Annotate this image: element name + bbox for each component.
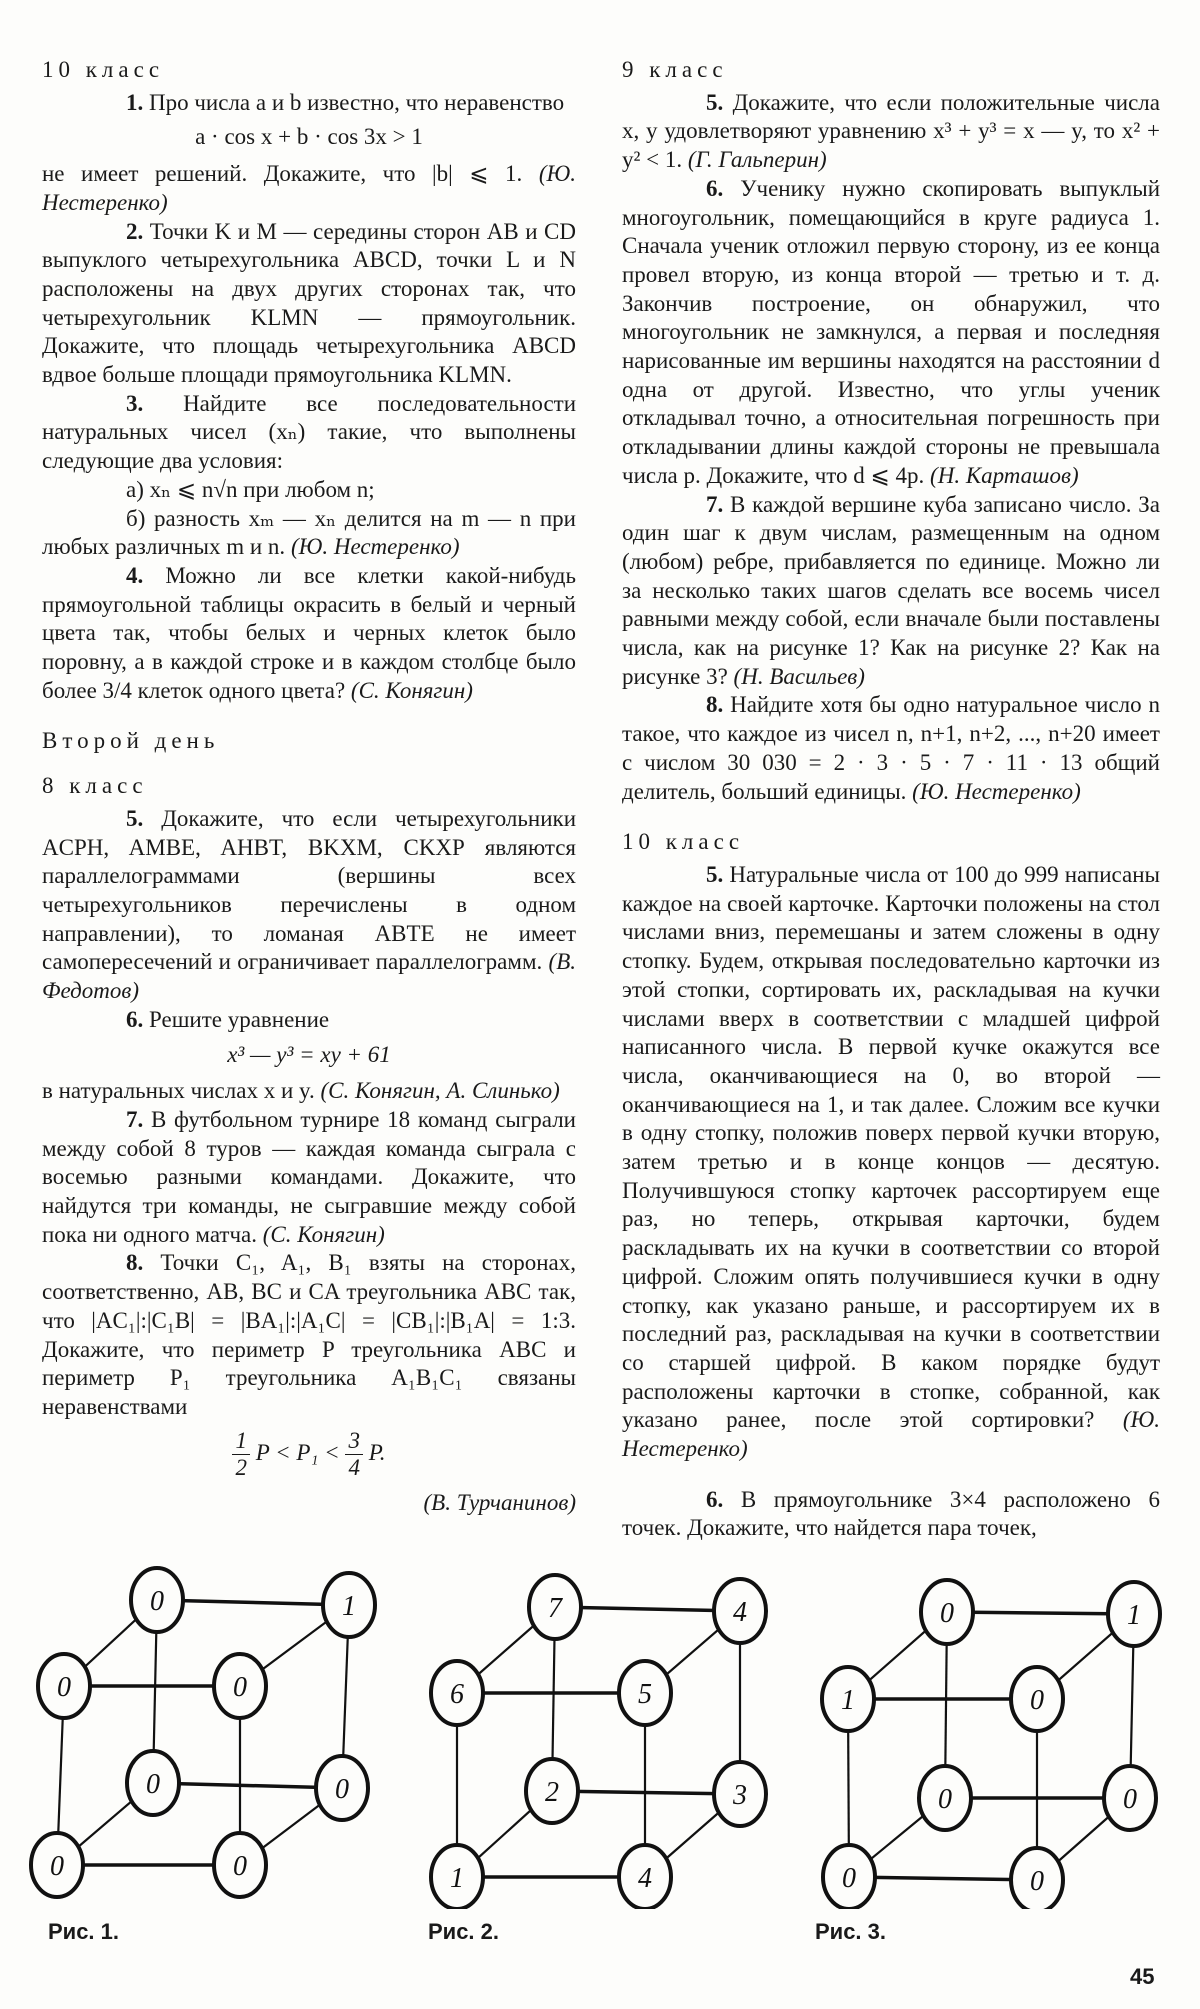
section-heading-grade10: 10 класс bbox=[42, 57, 165, 82]
problem-3: 3. Найдите все последовательности натуральных чисел (xₙ) такие, что выполнены следующие два условия: bbox=[42, 390, 577, 474]
problem-6: 6. Решите уравнение bbox=[126, 1006, 330, 1032]
condition-a: а) xₙ ⩽ n√n при любом n; bbox=[126, 476, 375, 502]
problem-5: 5. Докажите, что если четырехугольники ACPH, AMBE, AHBT, BKXM, CKXP являются параллелограммами (вершины всех четырехугольников перечислены в одном направлении), то ломаная ABTE не имеет самопересечений и ограничивает параллелограмм. (В. Федотов) bbox=[42, 805, 576, 1004]
problem-7: 7. В футбольном турнире 18 команд сыграли между собой 8 туров — каждая команда сыграла с восемью разными командами. Докажите, что найдутся три команды, не сыгравшие между собой пока ни одного матча. (С. Конягин) bbox=[42, 1106, 576, 1247]
cube-edge bbox=[947, 1612, 1134, 1614]
left-column: 10 класс 1. Про числа a и b известно, что неравенство a · cos x + b · cos 3x > 1 не имеет решений. Докажите, что |b| ⩽ 1. (Ю. Нестеренко) 2. Точки K и M — середины сторон AB и CD выпуклого четырехугольника ABCD, точки L и N расположены на двух других сторонах так, что четырехугольник KLMN — прямоугольник. Докажите, что площадь четырехугольника ABCD вдвое больше площади прямоугольника KLMN. 3. Найдите все последовательности натуральных чисел (xₙ) такие, что выполнены следующие два условия: а) xₙ ⩽ n√n при любом n; б) разность xₘ — xₙ делится на m — n при любых различных m и n. (Ю. Нестеренко) 4. Можно ли все клетки какой-нибудь прямоугольной таблицы окрасить в белый и черный цвета так, чтобы белых и черных клеток было поровну, а в каждой строке и в каждом столбце было более 3/4 клеток одного цвета? (С. Конягин) Второй день 8 класс 5. Докажите, что если четырехугольники ACPH, AMBE, AHBT, BKXM, CKXP являются параллелограммами (вершины всех четырехугольников перечислены в одном направлении), то ломаная ABTE не имеет самопересечений и ограничивает параллелограмм. (В. Федотов) 6. Решите уравнение x³ — y³ = xy + 61 в натуральных числах x и y. (С. Конягин, А. Слинько) 7. В футбольном турнире 18 команд сыграли между собой 8 туров — каждая команда сыграла с восемью разными командами. Докажите, что найдутся три команды, не сыгравшие между собой пока ни одного матча. (С. Конягин) 8. Точки C₁, A₁, B₁ взяты на сторонах, соответственно, AB, BC и CA треугольника ABC так, что |AC₁|:|C₁B| = |BA₁|:|A₁C| = |CB₁|:|B₁A| = 1:3. Докажите, что периметр P треугольника ABC и периметр P₁ треугольника A₁B₁C₁ связаны неравенствами $\frac{1}{2}$ P < P₁ < $\frac{3}{4}$ P. (В. Турчанинов) bbox=[42, 56, 576, 1517]
problem-5-grade10: 5. Натуральные числа от 100 до 999 написаны каждое на своей карточке. Карточки положены на стол числами вниз, перемешаны и затем сложены в одну стопку. Будем, открывая последовательно карточки из этой стопки, сортировать их, раскладывая на кучки числами вверх в соответствии с младшей цифрой написанного числа. В первой кучке окажутся все числа, оканчивающиеся на 0, во второй — оканчивающиеся на 1, и так далее. Сложим все кучки в одну стопку, положив поверх первой кучки вторую, затем третью и в конце концов — десятую. Получившуюся стопку карточек рассортируем еще раз, но теперь, открывая карточки, будем раскладывать их на кучки в соответствии со второй цифрой. Сложим опять получившиеся кучки в одну стопку, как указано раньше, и рассортируем их в последний раз, раскладывая на кучки в соответствии со старшей цифрой. В каком порядке будут расположены карточки в стопке, собранной, как указано ранее, после этой сортировки? (Ю. Нестеренко) bbox=[622, 861, 1160, 1462]
cube-figure-3 bbox=[822, 1580, 1160, 1909]
formula-perimeter-inequality: $\frac{1}{2}$ P < P₁ < $\frac{3}{4}$ P. bbox=[42, 1428, 576, 1481]
vertex-value: 4 bbox=[733, 1597, 747, 1629]
vertex-value: 0 bbox=[150, 1586, 164, 1618]
text-columns bbox=[0, 56, 1200, 1543]
vertex-value: 0 bbox=[938, 1784, 952, 1816]
vertex-value: 0 bbox=[1123, 1784, 1137, 1816]
cube-edge bbox=[849, 1877, 1037, 1880]
vertex-value: 0 bbox=[842, 1863, 856, 1895]
vertex-value: 0 bbox=[335, 1774, 349, 1806]
author: (С. Конягин) bbox=[262, 1221, 385, 1247]
vertex-value: 0 bbox=[940, 1598, 954, 1630]
page-number: 45 bbox=[1130, 1964, 1155, 1990]
vertex-value: 1 bbox=[450, 1863, 464, 1895]
cube-figure-2 bbox=[431, 1575, 766, 1909]
author: (В. Турчанинов) bbox=[423, 1489, 576, 1515]
vertex-value: 0 bbox=[146, 1769, 160, 1801]
figure-caption-3: Рис. 3. bbox=[815, 1919, 887, 1945]
problem-8: 8. Точки C₁, A₁, B₁ взяты на сторонах, соответственно, AB, BC и CA треугольника ABC так, что |AC₁|:|C₁B| = |BA₁|:|A₁C| = |CB₁|:|B₁A| = 1:3. Докажите, что периметр P треугольника ABC и периметр P₁ треугольника A₁B₁C₁ связаны неравенствами bbox=[42, 1250, 577, 1419]
vertex-value: 7 bbox=[548, 1593, 562, 1625]
fraction-three-quarters: $\frac{3}{4}$ bbox=[345, 1428, 363, 1481]
vertex-value: 0 bbox=[233, 1672, 247, 1704]
section-heading-day2: Второй день bbox=[42, 728, 220, 754]
cube-edge bbox=[157, 1600, 349, 1605]
cube-figures bbox=[0, 1559, 1200, 1909]
author: (Г. Гальперин) bbox=[687, 147, 827, 173]
problem-6-grade10: 6. В прямоугольнике 3×4 расположено 6 точек. Докажите, что найдется пара точек, bbox=[622, 1486, 1161, 1541]
formula-equation: x³ — y³ = xy + 61 bbox=[227, 1041, 391, 1067]
problem-7-grade9: 7. В каждой вершине куба записано число. За один шаг к двум числам, размещенным на одном (любом) ребре, прибавляется по единице. Можно ли за несколько таких шагов сделать все восемь чисел равными между собой, если вначале были поставлены числа, как на рисунке 1? Как на рисунке 2? Как на рисунке 3? (Н. Васильев) bbox=[622, 491, 1160, 689]
figure-caption-2: Рис. 2. bbox=[428, 1919, 500, 1945]
author: (В. Федотов) bbox=[42, 949, 576, 1004]
vertex-value: 0 bbox=[1030, 1685, 1044, 1717]
condition-b: б) разность xₘ — xₙ делится на m — n при любых различных m и n. bbox=[42, 505, 576, 560]
author: (Ю. Нестеренко) bbox=[42, 161, 576, 215]
author: (Ю. Нестеренко) bbox=[912, 778, 1081, 804]
vertex-value: 0 bbox=[50, 1851, 64, 1883]
vertex-value: 4 bbox=[638, 1863, 652, 1895]
cube-edge bbox=[153, 1783, 342, 1788]
right-column bbox=[622, 56, 1160, 1543]
vertex-value: 2 bbox=[545, 1777, 559, 1809]
vertex-value: 6 bbox=[450, 1679, 464, 1711]
formula-inequality: a · cos x + b · cos 3x > 1 bbox=[195, 124, 423, 150]
author: (С. Конягин, А. Слинько) bbox=[320, 1078, 560, 1104]
vertex-value: 3 bbox=[733, 1780, 747, 1812]
cube-figure-1 bbox=[31, 1568, 375, 1897]
vertex-value: 1 bbox=[342, 1591, 356, 1623]
problem-6-grade9: 6. Ученику нужно скопировать выпуклый многоугольник, помещающийся в круге радиуса 1. Сначала ученик отложил первую сторону, из ее конца провел вторую, из конца второй — третью и т. д. Закончив построение, он обнаружил, что многоугольник не замкнулся, а первая и последняя нарисованные им вершины находятся на расстоянии d одна от другой. Известно, что углы ученик откладывал точно, а относительная погрешность при откладывании длины каждой стороны не превышала числа p. Докажите, что d ⩽ 4p. (Н. Карташов) bbox=[622, 175, 1160, 488]
section-heading-grade9: 9 класс bbox=[622, 57, 728, 82]
vertex-value: 0 bbox=[233, 1851, 247, 1883]
vertex-value: 5 bbox=[638, 1679, 652, 1711]
author: (Н. Васильев) bbox=[733, 663, 865, 689]
problem-1: 1. Про числа a и b известно, что неравенство bbox=[126, 89, 565, 115]
vertex-value: 0 bbox=[57, 1672, 71, 1704]
vertex-value: 1 bbox=[841, 1685, 855, 1717]
author: (Ю. Нестеренко) bbox=[290, 534, 460, 560]
problem-8-grade9: 8. Найдите хотя бы одно натуральное число n такое, что каждое из чисел n, n+1, n+2, ..., n+20 имеет с числом 30 030 = 2 · 3 · 5 · 7 · 11 · 13 общий делитель, больший единицы. (Ю. Нестеренко) bbox=[622, 692, 1160, 804]
problem-5-grade9: 5. Докажите, что если положительные числа x, y удовлетворяют уравнению x³ + y³ = x — y, то x² + y² < 1. (Г. Гальперин) bbox=[622, 89, 1160, 173]
section-heading-grade8: 8 класс bbox=[42, 773, 148, 799]
section-heading-grade10-day2: 10 класс bbox=[622, 829, 745, 855]
problem-2: 2. Точки K и M — середины сторон AB и CD выпуклого четырехугольника ABCD, точки L и N расположены на двух других сторонах так, что четырехугольник KLMN — прямоугольник. Докажите, что площадь четырехугольника ABCD вдвое больше площади прямоугольника KLMN. bbox=[42, 218, 577, 388]
vertex-value: 1 bbox=[1127, 1600, 1141, 1632]
fraction-one-half: $\frac{1}{2}$ bbox=[232, 1428, 250, 1481]
figures-area bbox=[0, 1559, 1200, 2009]
author: (Ю. Нестеренко) bbox=[622, 1407, 1160, 1462]
figure-caption-1: Рис. 1. bbox=[48, 1919, 120, 1945]
problem-4: 4. Можно ли все клетки какой-нибудь прямоугольной таблицы окрасить в белый и черный цвета так, чтобы белых и черных клеток было поровну, а в каждой строке и в каждом столбце было более 3/4 клеток одного цвета? (С. Конягин) bbox=[42, 562, 576, 703]
vertex-value: 0 bbox=[1030, 1866, 1044, 1898]
author: (Н. Карташов) bbox=[930, 462, 1079, 488]
author: (С. Конягин) bbox=[350, 677, 473, 703]
